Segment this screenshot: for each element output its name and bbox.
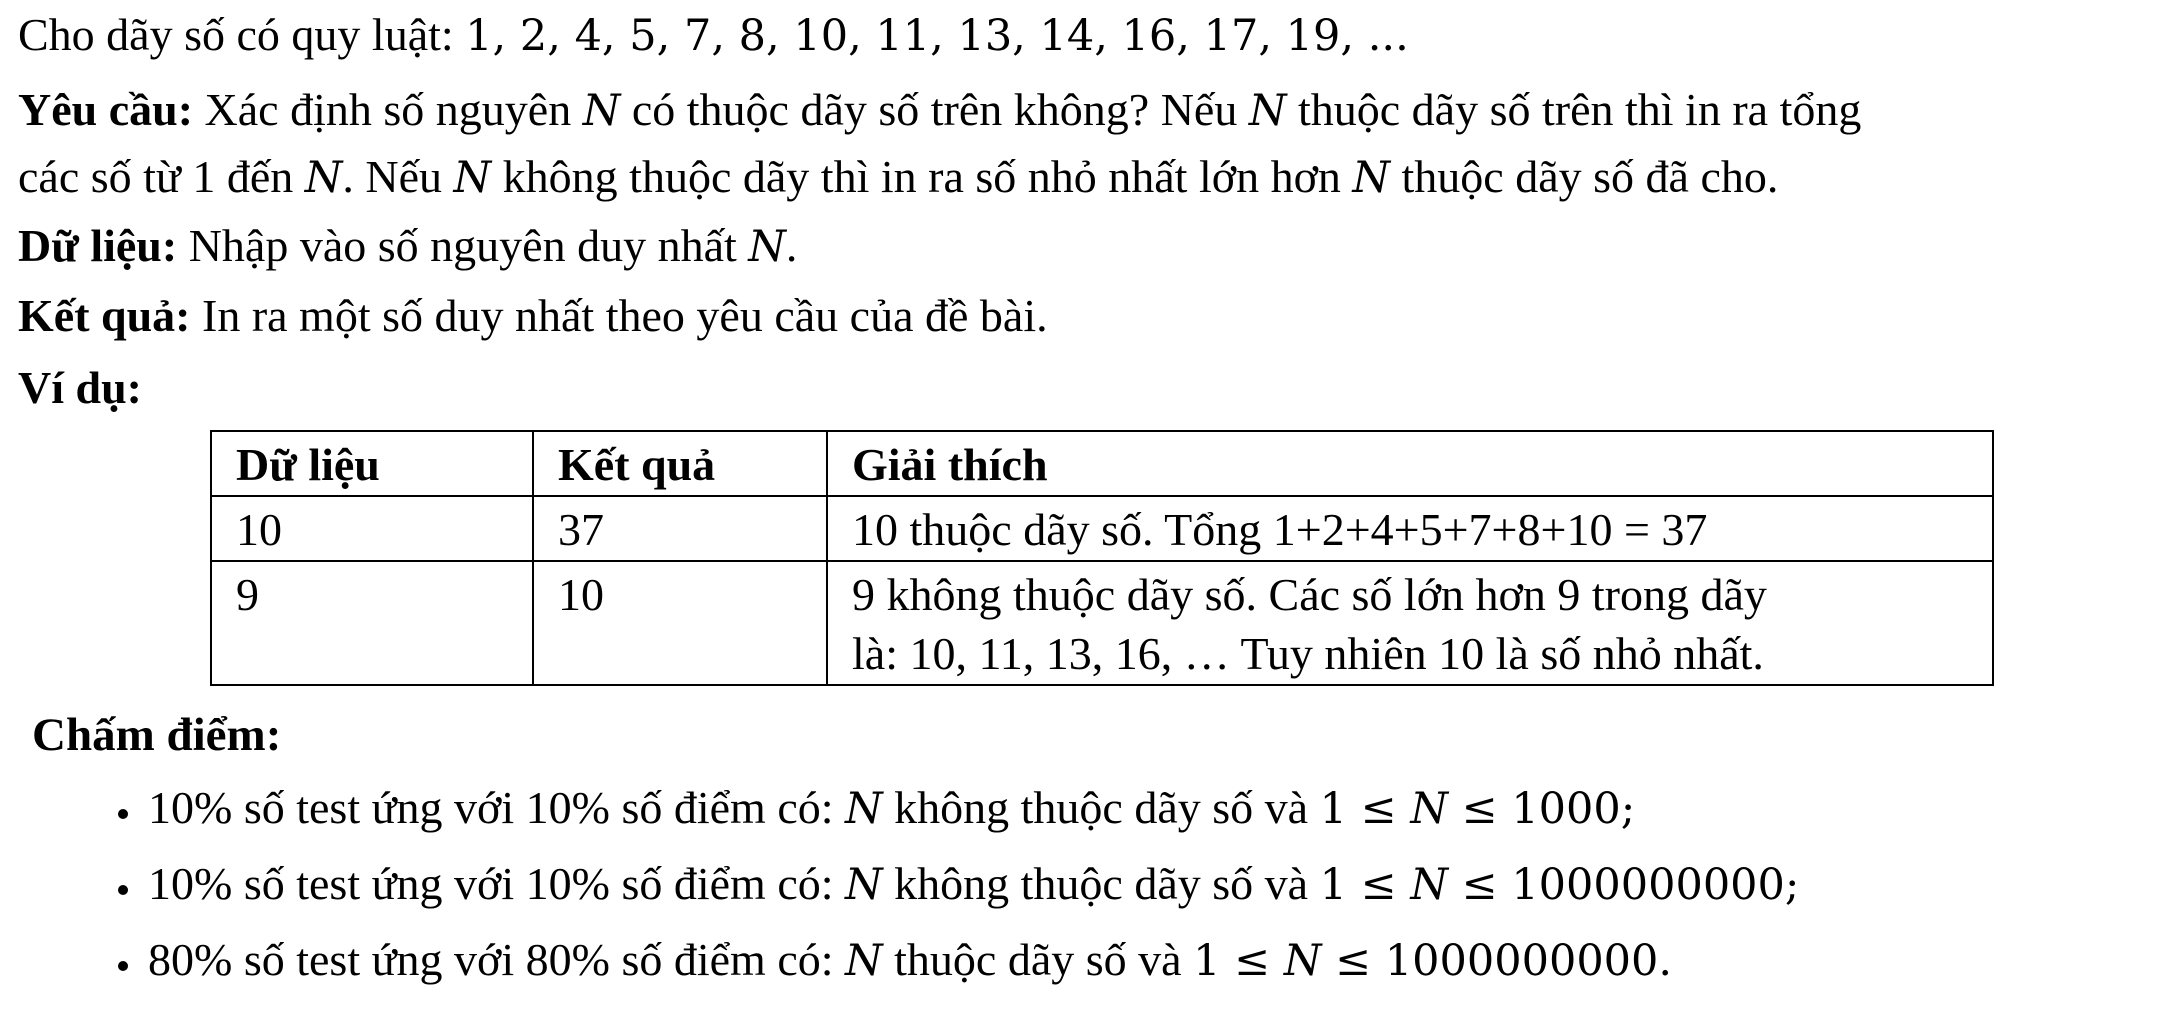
var-n: N (1352, 153, 1391, 203)
input-text: . (785, 220, 798, 271)
output-line (18, 290, 1048, 341)
grading-math: 1 ≤ (1193, 936, 1284, 986)
table-cell-explain (827, 496, 1993, 561)
var-n: N (1410, 860, 1448, 910)
var-n: N (845, 936, 883, 986)
table-header: Giải thích (827, 431, 1993, 496)
var-n: N (304, 153, 343, 203)
table-row (211, 496, 1993, 561)
list-item (0, 782, 1799, 861)
grading-text: không thuộc dãy số và (882, 858, 1320, 909)
grading-title: Chấm điểm: (32, 709, 282, 761)
table-cell-input: 10 (211, 496, 533, 561)
list-item (0, 858, 1800, 937)
requirement-text: có thuộc dãy số trên không? Nếu (620, 84, 1249, 135)
var-n: N (845, 860, 883, 910)
var-n: N (748, 222, 786, 272)
table-header: Kết quả (533, 431, 827, 496)
bullet-icon (118, 961, 128, 971)
explain-text: 10 thuộc dãy số. Tổng 1+2+4+5+7+8+10 = 37 (852, 503, 1708, 555)
grading-math: ≤ 1000000000; (1447, 860, 1800, 910)
var-n: N (1248, 86, 1287, 136)
grading-text: thuộc dãy số và (882, 934, 1194, 985)
grading-text: 10% số test ứng với 10% số điểm có: (148, 858, 846, 909)
output-text: In ra một số duy nhất theo yêu cầu của đề bài. (190, 290, 1048, 341)
example-line (18, 362, 142, 413)
input-line (18, 220, 798, 272)
output-label: Kết quả: (18, 290, 191, 341)
table-row (211, 561, 1993, 686)
explain-text: 9 không thuộc dãy số. Các số lớn hơn 9 trong dãy (852, 568, 1767, 620)
table-cell-output: 37 (533, 496, 827, 561)
intro-line (18, 9, 1409, 61)
table-cell-explain (827, 561, 1993, 686)
sequence: 1, 2, 4, 5, 7, 8, 10, 11, 13, 14, 16, 17, 19, ... (465, 11, 1409, 61)
requirement-text: thuộc dãy số trên thì in ra tổng (1286, 84, 1862, 135)
table-header: Dữ liệu (211, 431, 533, 496)
grading-text: 10% số test ứng với 10% số điểm có: (148, 782, 846, 833)
grading-text: không thuộc dãy số và (882, 782, 1320, 833)
table-cell-output: 10 (533, 561, 827, 686)
example-label: Ví dụ: (18, 362, 142, 413)
explain-text: là: 10, 11, 13, 16, … Tuy nhiên 10 là số nhỏ nhất. (852, 628, 1764, 680)
var-n: N (582, 86, 621, 136)
requirement-label: Yêu cầu: (18, 84, 194, 135)
requirement-line-1 (18, 84, 1862, 136)
grading-math: ≤ 1000; (1447, 784, 1636, 834)
table-header-row (211, 431, 1993, 496)
input-text: Nhập vào số nguyên duy nhất (177, 220, 749, 271)
var-n: N (1410, 784, 1448, 834)
requirement-line-2 (18, 151, 1779, 203)
example-table (210, 430, 1994, 686)
requirement-text: Xác định số nguyên (193, 84, 583, 135)
bullet-icon (118, 809, 128, 819)
bullet-icon (118, 885, 128, 895)
grading-math: ≤ 1000000000. (1321, 936, 1673, 986)
var-n: N (453, 153, 492, 203)
var-n: N (1283, 936, 1322, 986)
input-label: Dữ liệu: (18, 220, 178, 271)
list-item (0, 934, 1799, 1013)
grading-math: 1 ≤ (1319, 860, 1411, 910)
requirement-text: không thuộc dãy thì in ra số nhỏ nhất lớn hơn (491, 151, 1353, 202)
grading-list (0, 782, 1800, 1013)
grading-text: 80% số test ứng với 80% số điểm có: (148, 934, 846, 985)
requirement-text: . Nếu (342, 151, 454, 202)
requirement-text: các số từ 1 đến (18, 151, 305, 202)
var-n: N (845, 784, 883, 834)
intro-text: Cho dãy số có quy luật: (18, 9, 466, 60)
grading-math: 1 ≤ (1319, 784, 1411, 834)
requirement-text: thuộc dãy số đã cho. (1390, 151, 1779, 202)
table-cell-input: 9 (211, 561, 533, 686)
